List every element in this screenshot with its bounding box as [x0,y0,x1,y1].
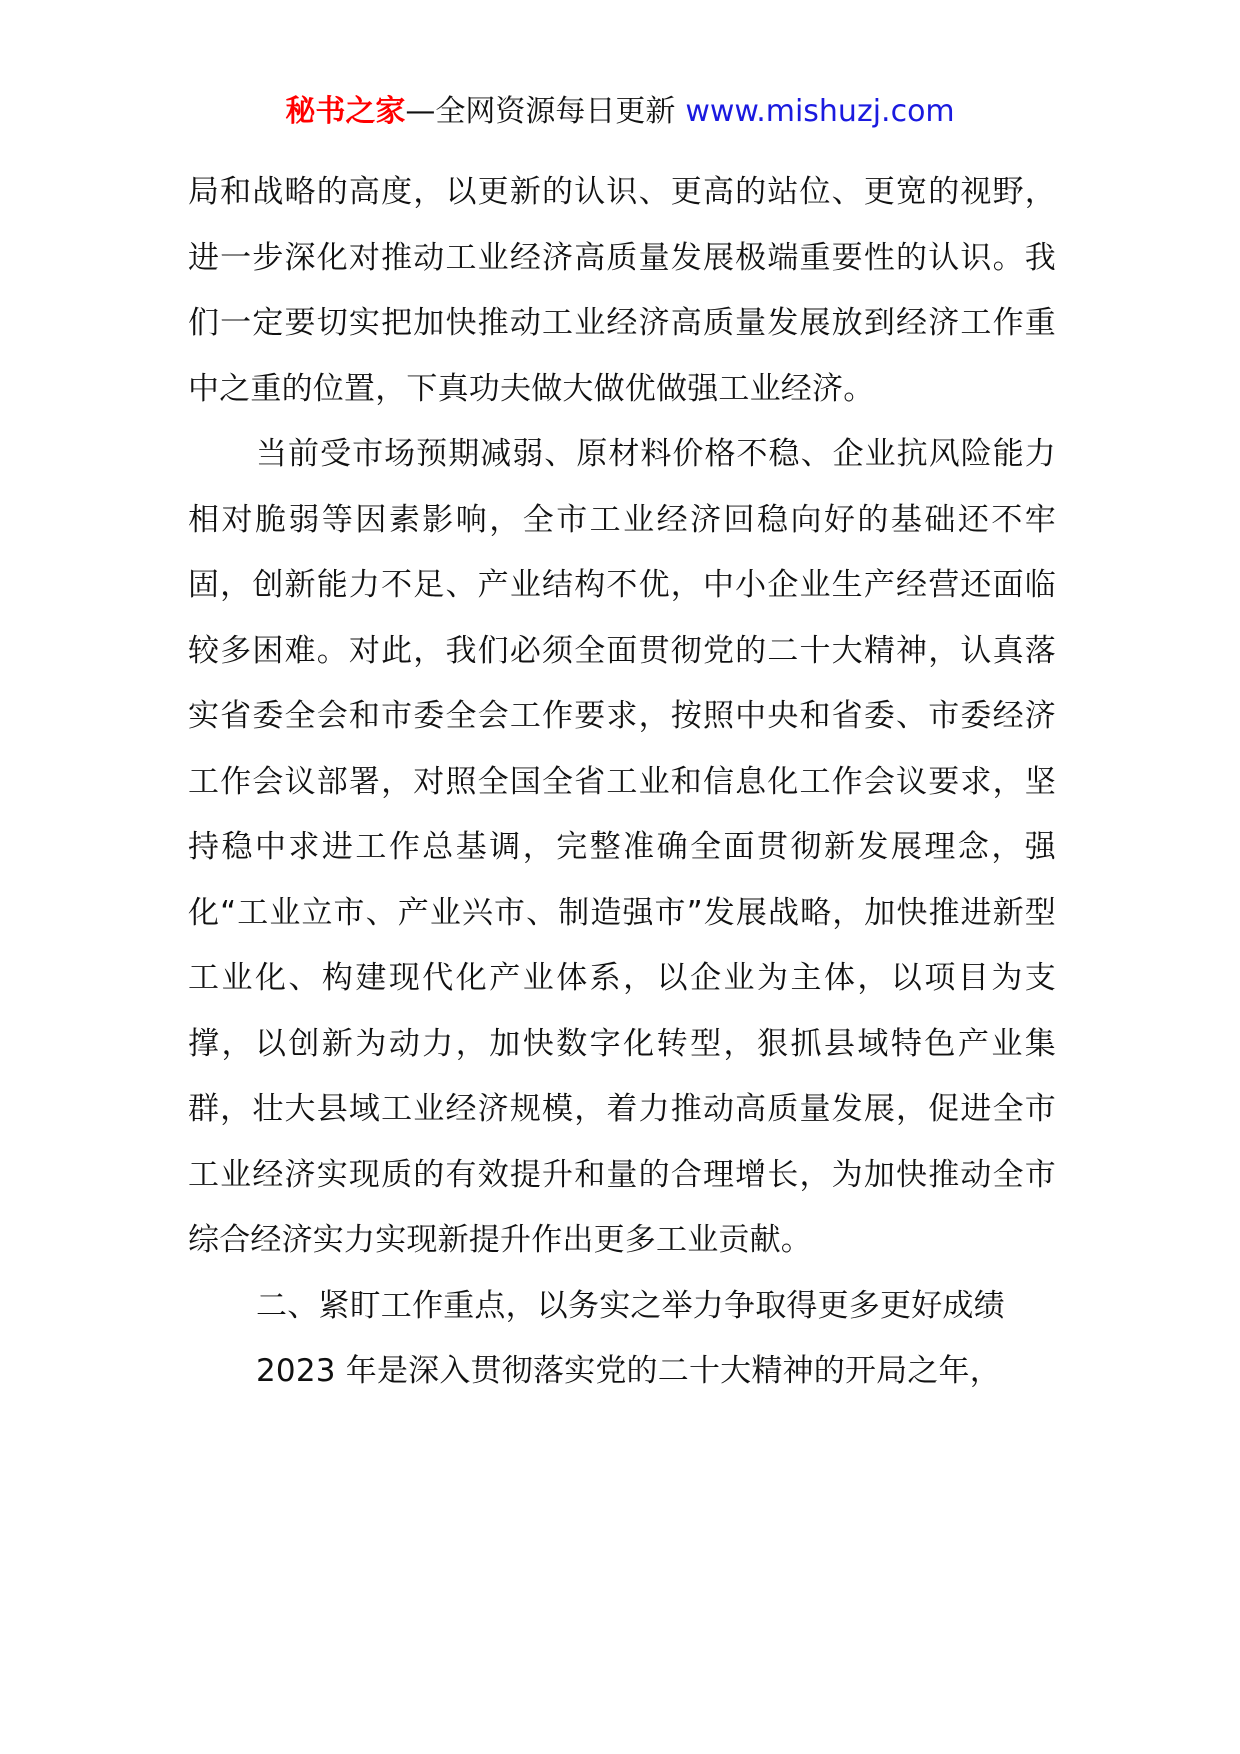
site-brand: 秘书之家 [285,94,406,129]
section-heading-2: 二、紧盯工作重点，以务实之举力争取得更多更好成绩 [256,1287,1005,1324]
paragraph-current-situation: 当前受市场预期减弱、原材料价格不稳、企业抗风险能力相对脆弱等因素影响，全市工业经济回稳向好的基础还不牢固，创新能力不足、产业结构不优，中小企业生产经营还面临较多困难。对此，我们必须全面贯彻党的二十大精神，认真落实省委全会和市委全会工作要求，按照中央和省委、市委经济工作会议部署，对照全国全省工业和信息化工作会议要求，坚持稳中求进工作总基调，完整准确全面贯彻新发展理念，强化“工业立市、产业兴市、制造强市”发展战略，加快推进新型工业化、构建现代化产业体系，以企业为主体，以项目为支撑，以创新为动力，加快数字化转型，狠抓县域特色产业集群，壮大县域工业经济规模，着力推动高质量发展，促进全市工业经济实现质的有效提升和量的合理增长，为加快推动全市综合经济实力实现新提升作出更多工业贡献。 [188,436,1056,1258]
site-url-link[interactable]: www.mishuzj.com [685,94,955,129]
paragraph-continuation: 局和战略的高度，以更新的认识、更高的站位、更宽的视野，进一步深化对推动工业经济高质量发展极端重要性的认识。我们一定要切实把加快推动工业经济高质量发展放到经济工作重中之重的位置，下真功夫做大做优做强工业经济。 [188,174,1056,407]
document-body [188,160,1056,1405]
site-tagline: —全网资源每日更新 [405,94,676,129]
paragraph-2023: 2023 年是深入贯彻落实党的二十大精神的开局之年， [256,1353,1001,1389]
site-header [0,92,1240,132]
